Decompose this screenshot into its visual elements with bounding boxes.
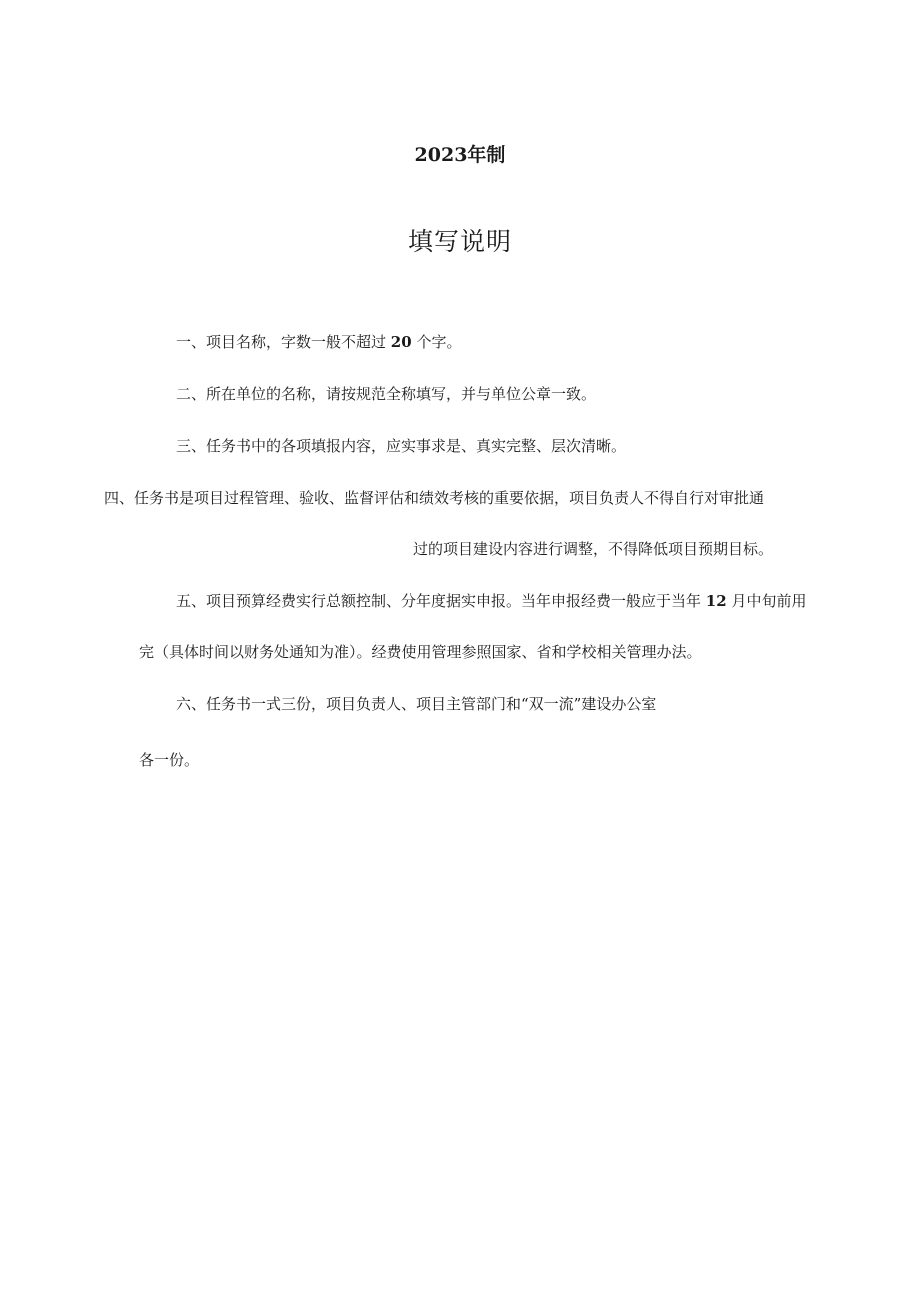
instruction-item-1-suffix: 个字。: [416, 333, 462, 351]
instruction-item-5-text: 五、项目预算经费实行总额控制、分年度据实申报。当年申报经费一般应于当年: [176, 592, 702, 610]
instruction-item-6-line-2: 各一份。: [139, 751, 200, 769]
year-label: 2023年制: [414, 144, 506, 166]
instruction-item-5-suffix: 月中旬前用: [731, 592, 807, 610]
instruction-item-1-text: 一、项目名称，字数一般不超过: [176, 333, 387, 351]
instruction-item-5-number: 12: [705, 592, 727, 610]
instruction-item-4-line-2: 过的项目建设内容进行调整，不得降低项目预期目标。: [413, 540, 774, 558]
instruction-item-5-line-2: 完（具体时间以财务处通知为准）。经费使用管理参照国家、省和学校相关管理办法。: [139, 643, 702, 661]
instruction-item-1-number: 20: [390, 333, 412, 351]
instruction-item-2: 二、所在单位的名称，请按规范全称填写，并与单位公章一致。: [176, 385, 597, 403]
instruction-item-3: 三、任务书中的各项填报内容，应实事求是、真实完整、层次清晰。: [176, 437, 627, 455]
page-title: 填写说明: [407, 227, 512, 256]
instruction-item-6-line-1: 六、任务书一式三份，项目负责人、项目主管部门和“双一流”建设办公室: [176, 695, 657, 713]
instruction-item-4-line-1: 四、任务书是项目过程管理、验收、监督评估和绩效考核的重要依据，项目负责人不得自行对审批通: [104, 489, 765, 507]
instruction-item-5-line-1: [176, 591, 806, 611]
instruction-item-1: [176, 332, 461, 352]
